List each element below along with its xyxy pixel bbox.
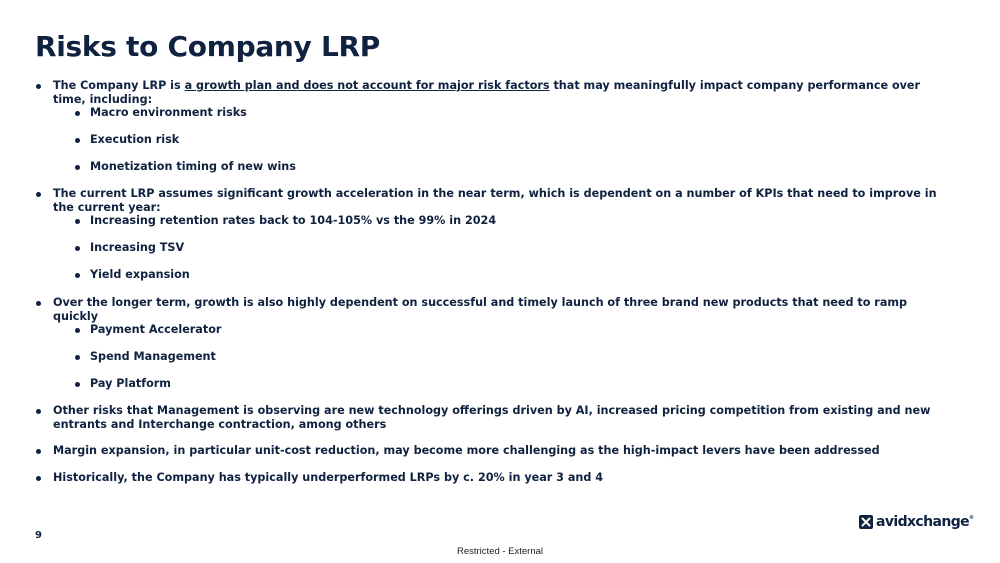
- sub-bullet-spend-management: Spend Management: [90, 350, 940, 364]
- bullet-text-post: that may meaningfully impact company performance over time, including:: [53, 79, 921, 106]
- sub-bullet-yield: Yield expansion: [90, 268, 940, 282]
- bullet-text-pre: The Company LRP is: [53, 79, 185, 92]
- bullet-growth-acceleration: The current LRP assumes significant growth acceleration in the near term, which is dependent on a number of KPIs that need to improve in the current year:: [53, 187, 943, 214]
- sub-bullet-monetization: Monetization timing of new wins: [90, 160, 940, 174]
- x-mark-icon: [859, 515, 873, 529]
- logo-wordmark: avidxchange®: [876, 514, 974, 530]
- bullet-historical-underperformance: Historically, the Company has typically underperformed LRPs by c. 20% in year 3 and 4: [53, 471, 943, 485]
- classification-label: Restricted - External: [456, 546, 544, 557]
- bullet-new-products: Over the longer term, growth is also highly dependent on successful and timely launch of three brand new products that need to ramp quickly: [53, 296, 943, 323]
- sub-bullet-macro: Macro environment risks: [90, 106, 940, 120]
- sub-bullet-tsv: Increasing TSV: [90, 241, 940, 255]
- sub-bullet-payment-accelerator: Payment Accelerator: [90, 323, 940, 337]
- avidxchange-logo: [859, 514, 973, 530]
- slide-title: Risks to Company LRP: [35, 30, 380, 63]
- bullet-underlined-text: a growth plan and does not account for major risk factors: [184, 79, 550, 92]
- bullet-other-risks: Other risks that Management is observing are new technology offerings driven by AI, increased pricing competition from existing and new entrants and Interchange contraction, among others: [53, 404, 943, 431]
- bullet-margin-expansion: Margin expansion, in particular unit-cost reduction, may become more challenging as the high-impact levers have been addressed: [53, 444, 943, 458]
- page-number: 9: [35, 530, 42, 541]
- bullet-growth-plan: [53, 79, 943, 106]
- sub-bullet-pay-platform: Pay Platform: [90, 377, 940, 391]
- sub-bullet-execution: Execution risk: [90, 133, 940, 147]
- sub-bullet-retention: Increasing retention rates back to 104-105% vs the 99% in 2024: [90, 214, 940, 228]
